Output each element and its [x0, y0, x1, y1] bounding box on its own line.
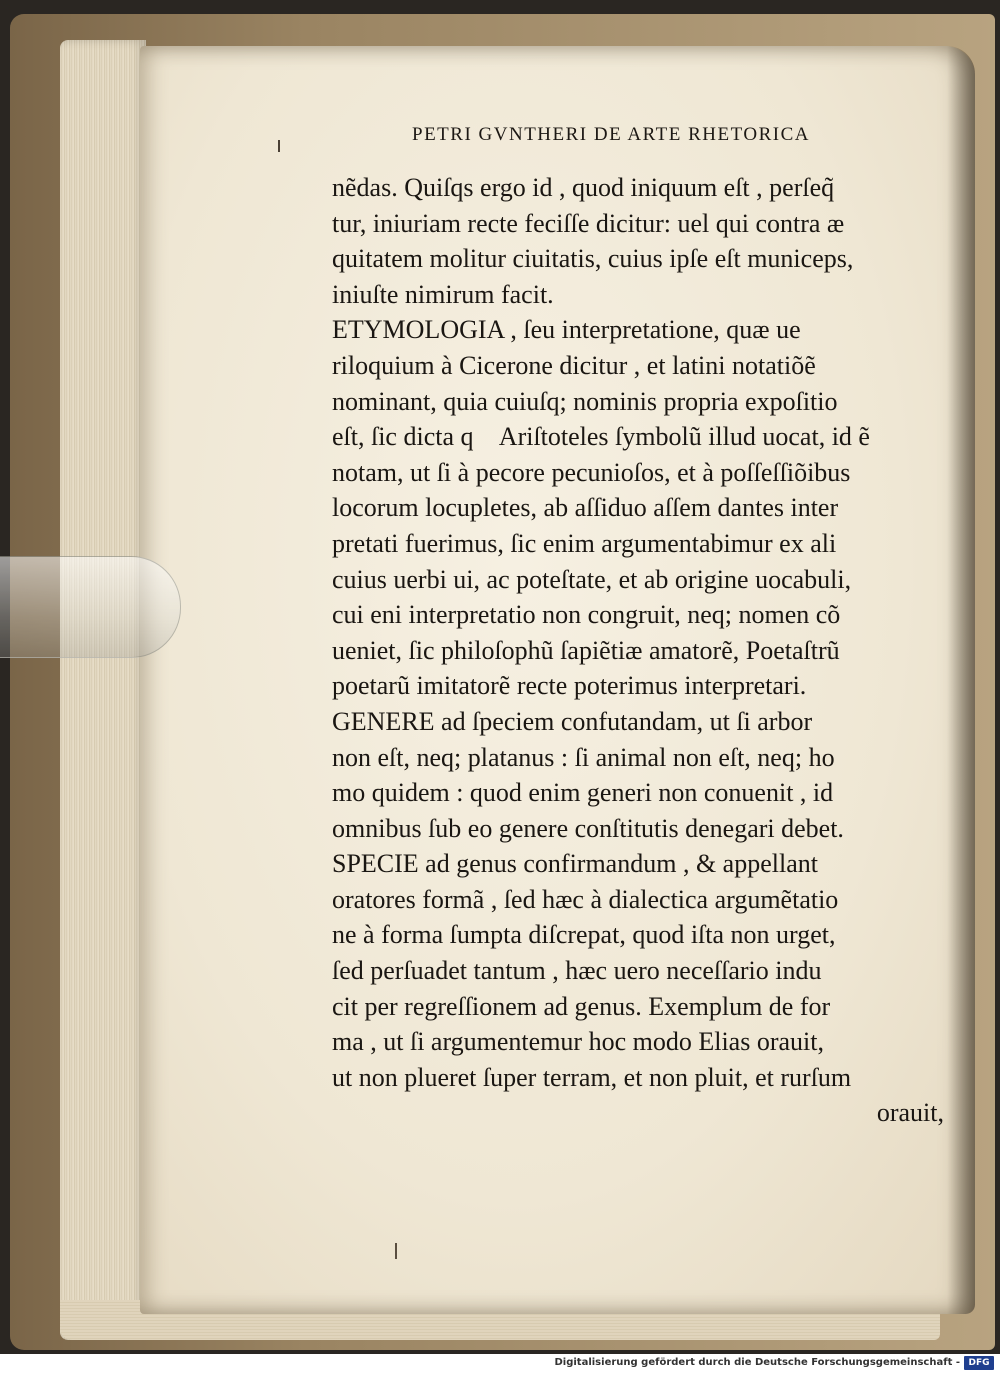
text-line: GENERE ad ſpeciem confutandam, ut ſi arbor [332, 706, 813, 736]
running-head: PETRI GVNTHERI DE ARTE RHETORICA [412, 124, 810, 145]
text-line: notam, ut ſi à pecore pecunioſos, et à poſſeſſiõibus [332, 457, 851, 487]
text-line: tur, iniuriam recte feciſſe dicitur: uel qui contra æ [332, 208, 845, 238]
digitization-footer [0, 1354, 1000, 1374]
text-line: non eſt, neq; platanus : ſi animal non eſt, neq; ho [332, 742, 835, 772]
text-line: orauit, [876, 1098, 944, 1128]
text-line: cui eni interpretatio non congruit, neq; nomen cõ [332, 600, 841, 630]
text-line: nẽdas. Quiſqs ergo id , quod iniquum eſt , perſeq̃ [332, 173, 835, 202]
text-line: ETYMOLOGIA , ſeu interpretatione, quæ ue [332, 315, 801, 345]
text-body [332, 170, 944, 1131]
text-line: ne à forma ſumpta diſcrepat, quod iſta non urget, [332, 920, 836, 950]
page-edges [60, 40, 146, 1340]
dfg-logo: DFG [964, 1356, 994, 1370]
text-line: nominant, quia cuiuſq; nominis propria expoſitio [332, 386, 838, 416]
text-line: oratores formã , ſed hæc à dialectica argumẽtatio [332, 884, 839, 914]
text-line: mo quidem : quod enim generi non conuenit , id [332, 778, 834, 808]
page-gutter-shadow [947, 46, 975, 1314]
text-line: eſt, ſic dicta q᷑ Ariſtoteles ſymbolũ illud uocat, id ẽ [332, 422, 870, 452]
ink-mark [278, 140, 280, 152]
text-line: ſed perſuadet tantum , hæc uero neceſſario indu [332, 956, 822, 986]
text-line: poetarũ imitatorẽ recte poterimus interpretari. [332, 671, 807, 701]
text-line: iniuſte nimirum facit. [332, 279, 554, 309]
text-line: cit per regreſſionem ad genus. Exemplum de for [332, 991, 831, 1021]
bookmark-strip [0, 556, 181, 658]
text-line: locorum locupletes, ab aſſiduo aſſem dantes inter [332, 493, 839, 523]
text-line: riloquium à Cicerone dicitur , et latini notatiõẽ [332, 350, 816, 380]
text-line: cuius uerbi ui, ac poteſtate, et ab origine uocabuli, [332, 564, 852, 594]
text-line: ut non plueret ſuper terram, et non pluit, et rurſum [332, 1062, 852, 1092]
text-line: omnibus ſub eo genere conſtitutis denegari debet. [332, 813, 844, 843]
text-line: ueniet, ſic philoſophũ ſapiẽtiæ amatorẽ, Poetaſtrũ [332, 635, 840, 665]
funding-credit: Digitalisierung gefördert durch die Deutsche Forschungsgemeinschaft - [554, 1357, 960, 1368]
text-line: quitatem molitur ciuitatis, cuius ipſe eſt municeps, [332, 244, 854, 274]
text-line: SPECIE ad genus confirmandum , & appellant [332, 849, 818, 879]
ink-mark [395, 1243, 397, 1259]
text-line: pretati fuerimus, ſic enim argumentabimur ex ali [332, 528, 837, 558]
text-line: ma , ut ſi argumentemur hoc modo Elias orauit, [332, 1027, 824, 1057]
